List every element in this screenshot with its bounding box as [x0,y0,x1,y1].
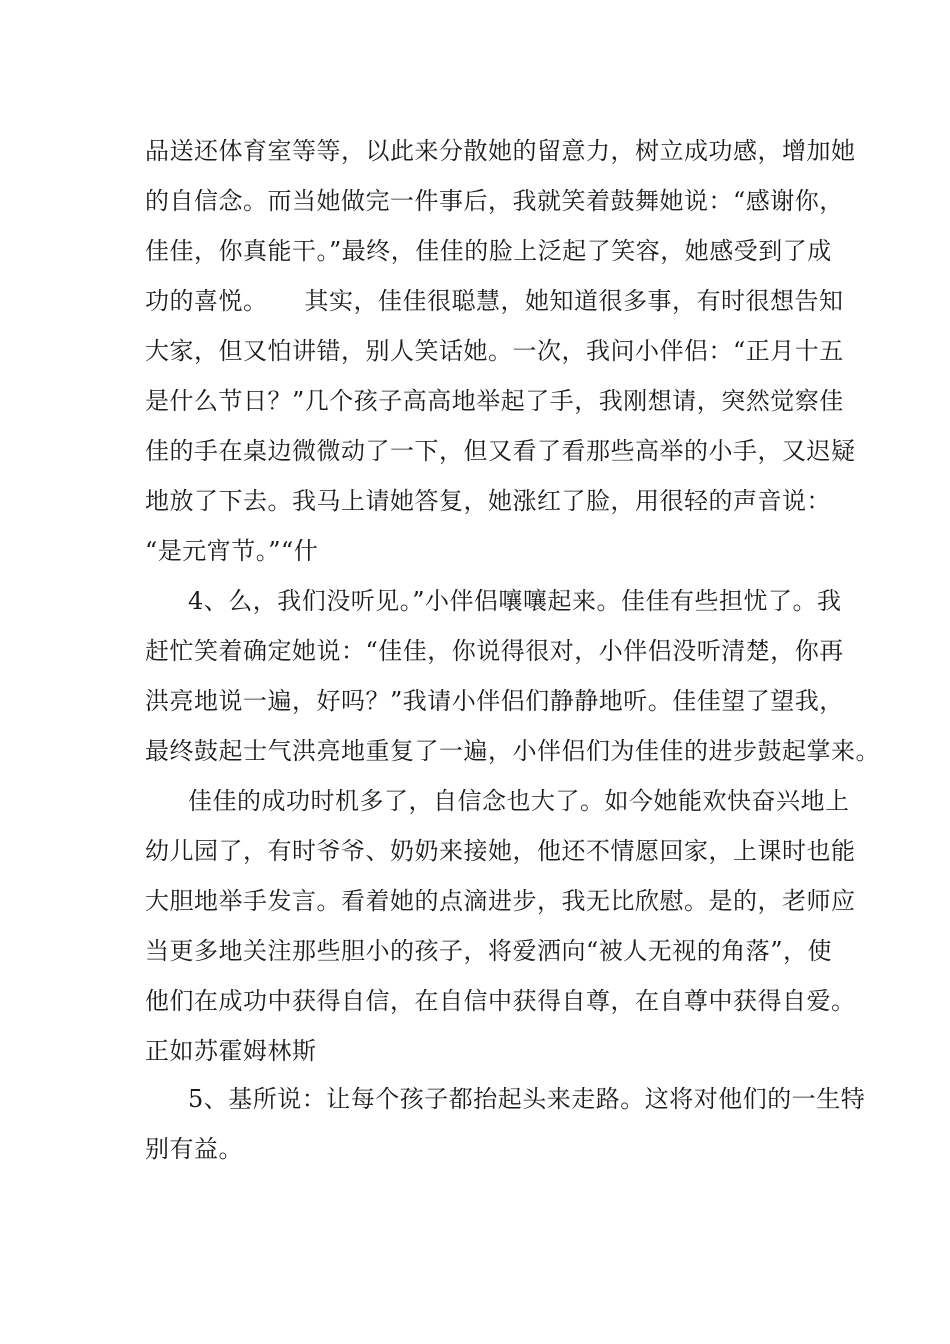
text-line: “是元宵节。”“什 [145,537,319,565]
text-line: 品送还体育室等等，以此来分散她的留意力，树立成功感，增加她 [145,137,856,165]
text-line: 别有益。 [145,1135,243,1163]
text-line: 大胆地举手发言。看着她的点滴进步，我无比欣慰。是的，老师应 [145,887,856,915]
text-line: 他们在成功中获得自信，在自信中获得自尊，在自尊中获得自爱。 [145,987,856,1015]
text-line: 功的喜悦。 其实，佳佳很聪慧，她知道很多事，有时很想告知 [145,287,844,315]
text-line: 正如苏霍姆林斯 [145,1037,317,1065]
text-line: 佳佳的成功时机多了，自信念也大了。如今她能欢快奋兴地上 [188,787,850,815]
text-line: 幼儿园了，有时爷爷、奶奶来接她，他还不情愿回家，上课时也能 [145,837,856,865]
text-line: 5、基所说：让每个孩子都抬起头来走路。这将对他们的一生特 [188,1085,866,1113]
text-line: 是什么节日？”几个孩子高高地举起了手，我刚想请，突然觉察佳 [145,387,844,415]
text-line: 的自信念。而当她做完一件事后，我就笑着鼓舞她说：“感谢你， [145,187,844,215]
text-line: 当更多地关注那些胆小的孩子，将爱洒向“被人无视的角落”，使 [145,937,833,965]
text-line: 4、么，我们没听见。”小伴侣嚷嚷起来。佳佳有些担忧了。我 [188,587,842,615]
text-line: 佳佳，你真能干。”最终，佳佳的脸上泛起了笑容，她感受到了成 [145,237,832,265]
text-line: 佳的手在桌边微微动了一下，但又看了看那些高举的小手，又迟疑 [145,437,856,465]
text-line: 地放了下去。我马上请她答复，她涨红了脸，用很轻的声音说： [145,487,831,515]
text-line: 大家，但又怕讲错，别人笑话她。一次，我问小伴侣：“正月十五 [145,337,844,365]
text-line: 最终鼓起士气洪亮地重复了一遍，小伴侣们为佳佳的进步鼓起掌来。 [145,737,880,765]
text-line: 赶忙笑着确定她说：“佳佳，你说得很对，小伴侣没听清楚，你再 [145,637,844,665]
text-line: 洪亮地说一遍，好吗？”我请小伴侣们静静地听。佳佳望了望我， [145,687,844,715]
